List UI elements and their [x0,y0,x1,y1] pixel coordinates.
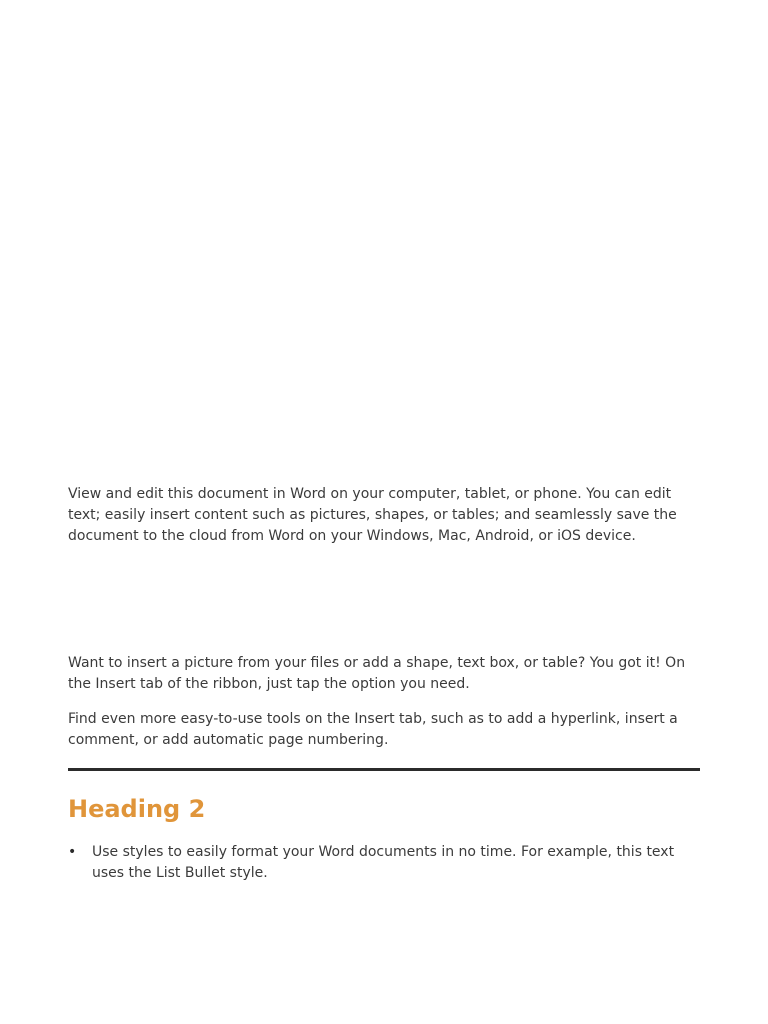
body-paragraph-2: Want to insert a picture from your files or add a shape, text box, or table? You got it! On the Insert tab of the ribbon, just tap the option you need. [68,655,686,692]
body-paragraph-3: Find even more easy-to-use tools on the Insert tab, such as to add a hyperlink, insert a comment, or add automatic page numbering. [68,711,678,748]
list-item-text: Use styles to easily format your Word documents in no time. For example, this text uses the List Bullet style. [92,844,675,881]
horizontal-rule [68,768,700,771]
body-paragraph-1: View and edit this document in Word on your computer, tablet, or phone. You can edit text; easily insert content such as pictures, shapes, or tables; and seamlessly save the document to the cloud from Word on your Windows, Mac, Android, or iOS device. [68,486,677,544]
list-item [68,842,700,884]
heading-2: Heading 2 [68,795,206,823]
bullet-list [68,842,700,884]
document-page [68,0,700,1024]
bullet-icon: • [68,844,77,860]
